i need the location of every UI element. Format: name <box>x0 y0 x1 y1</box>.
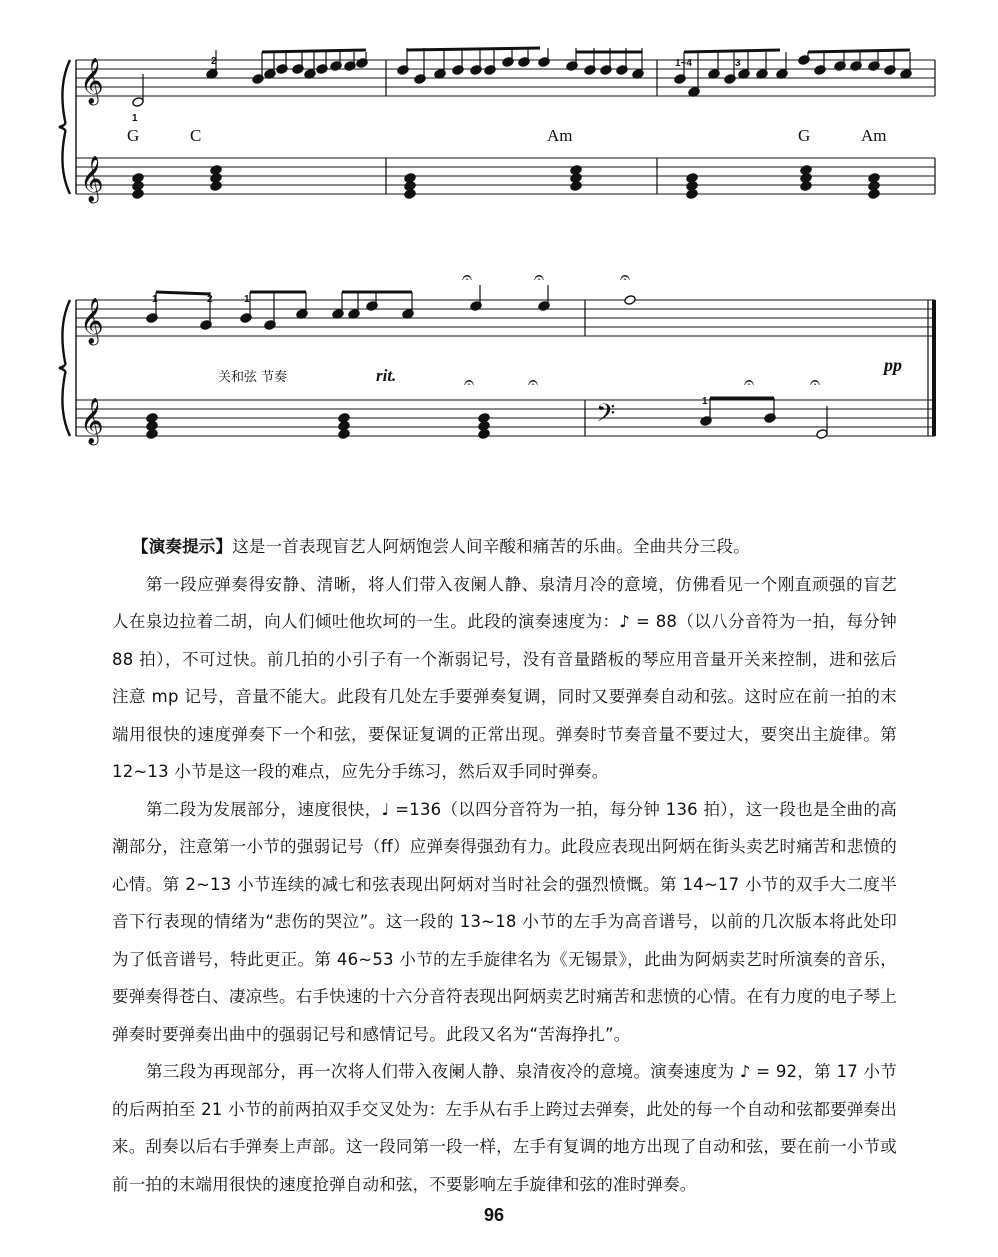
fingering: 1 <box>132 113 138 124</box>
whole-note <box>624 295 636 306</box>
hint-label: 【演奏提示】 <box>132 537 233 556</box>
chord-note <box>132 173 144 184</box>
fermata-icon: 𝄐 <box>810 372 821 393</box>
fermata-icon: 𝄐 <box>534 267 545 288</box>
chord-note <box>800 165 812 176</box>
chord-symbol: Am <box>547 126 573 145</box>
fingering: 1 <box>702 396 708 407</box>
chord-note <box>478 413 490 424</box>
fingering: 1~4 <box>675 58 692 69</box>
note-beam <box>156 292 210 294</box>
chord-note <box>338 413 350 424</box>
chord-symbol: Am <box>861 126 887 145</box>
chord-note <box>210 165 222 176</box>
chord-symbol: G <box>127 126 140 145</box>
notes-paragraph-3: 第二段为发展部分，速度很快，♩ =136（以四分音符为一拍，每分钟 136 拍），这一段也是全曲的高潮部分，注意第一小节的强弱记号（ff）应弹奏得强劲有力。此段应表现出阿炳在街头卖艺时痛苦和悲愤的心情。第 2~13 小节连续的减七和弦表现出阿炳对当时社会的强烈愤慨。第 14~17 小节的双手大二度半音下行表现的情绪为“悲伤的哭泣”。这一段的 13~18 小节的左手为高音谱号，以前的几次版本将此处印为了低音谱号，特此更正。第 46~53 小节的左手旋律名为《无锡景》，此曲为阿炳卖艺时所演奏的音乐，要弹奏得苍白、凄凉些。右手快速的十六分音符表现出阿炳卖艺时痛苦和悲愤的心情。在有力度的电子琴上弹奏时要弹奏出曲中的强弱记号和感情记号。此段又名为“苦海挣扎”。 <box>112 799 897 1044</box>
note-beam <box>808 50 910 52</box>
page-number: 96 <box>484 1205 505 1225</box>
treble-clef-icon: 𝄞 <box>80 398 104 444</box>
fingering: 1 <box>152 294 158 305</box>
chord-symbol: G <box>798 126 811 145</box>
treble-clef-icon: 𝄞 <box>80 156 104 202</box>
half-note <box>816 429 828 440</box>
music-score <box>0 0 998 470</box>
notes-paragraph-4: 第三段为再现部分，再一次将人们带入夜阑人静、泉清夜冷的意境。演奏速度为 ♪ = 92，第 17 小节的后两拍至 21 小节的前两拍双手交叉处为：左手从右手上跨过去弹奏，此处的每一个自动和弦都要弹奏出来。刮奏以后右手弹奏上声部。这一段同第一段一样，左手有复调的地方出现了自动和弦，要在前一小节或前一拍的末端用很快的速度抢弹自动和弦，不要影响左手旋律和弦的准时弹奏。 <box>112 1062 897 1194</box>
chord-note <box>404 173 416 184</box>
fermata-icon: 𝄐 <box>462 267 473 288</box>
chord-note <box>570 165 582 176</box>
note-beam <box>407 48 540 50</box>
fingering: 1 <box>244 294 250 305</box>
fermata-icon: 𝄐 <box>464 372 475 393</box>
notes-paragraph-2: 第一段应弹奏得安静、清晰，将人们带入夜阑人静、泉清月冷的意境，仿佛看见一个刚直顽强的盲艺人在泉边拉着二胡，向人们倾吐他坎坷的一生。此段的演奏速度为：♪ = 88（以八分音符为一拍，每分钟 88 拍），不可过快。前几拍的小引子有一个渐弱记号，没有音量踏板的琴应用音量开关来控制，进和弦后注意 mp 记号，音量不能大。此段有几处左手要弹奏复调，同时又要弹奏自动和弦。这时应在前一拍的末端用很快的速度弹奏下一个和弦，要保证复调的正常出现。弹奏时节奏音量不要过大，要突出主旋律。第 12~13 小节是这一段的难点，应先分手练习，然后双手同时弹奏。 <box>112 574 897 781</box>
dynamic-mark: pp <box>884 355 902 375</box>
chord-note <box>146 413 158 424</box>
bass-clef-icon: 𝄢 <box>596 399 616 434</box>
fermata-icon: 𝄐 <box>528 372 539 393</box>
treble-clef-icon: 𝄞 <box>80 298 104 344</box>
chord-note <box>868 173 880 184</box>
tempo-mark: rit. <box>376 366 397 385</box>
brace-icon <box>59 300 70 436</box>
note-beam <box>262 50 366 52</box>
note-beam <box>684 50 780 52</box>
fingering: 2 <box>211 56 217 67</box>
chord-note <box>686 173 698 184</box>
half-note <box>132 97 144 108</box>
fingering: 3 <box>735 58 741 69</box>
chord-symbol: C <box>190 126 202 145</box>
fermata-icon: 𝄐 <box>620 267 631 288</box>
performance-notes <box>112 528 897 1203</box>
treble-clef-icon: 𝄞 <box>80 58 104 104</box>
brace-icon <box>59 60 70 194</box>
annotation-text: 关和弦 节奏 <box>218 370 288 385</box>
paragraph-text: 这是一首表现盲艺人阿炳饱尝人间辛酸和痛苦的乐曲。全曲共分三段。 <box>232 537 750 556</box>
fermata-icon: 𝄐 <box>744 372 755 393</box>
notes-paragraph-1 <box>112 528 897 566</box>
fingering: 2 <box>207 294 213 305</box>
